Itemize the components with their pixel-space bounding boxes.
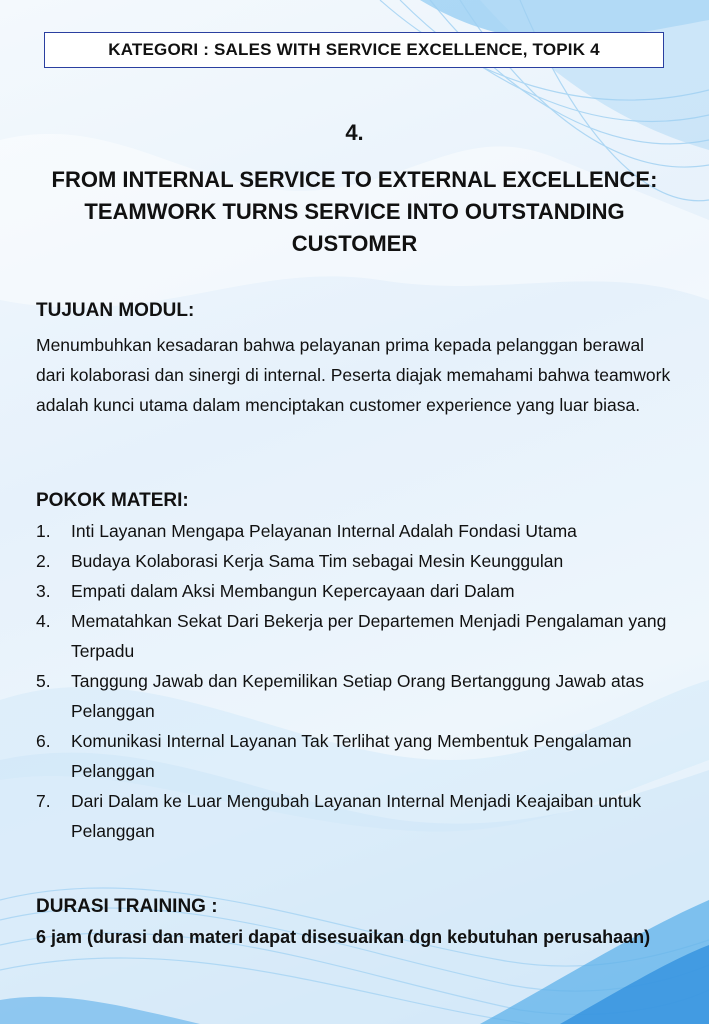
list-item-text: Komunikasi Internal Layanan Tak Terlihat yang Membentuk Pengalaman Pelanggan: [71, 731, 632, 781]
category-header: [44, 32, 664, 68]
duration-heading: DURASI TRAINING :: [36, 896, 218, 917]
list-item-text: Dari Dalam ke Luar Mengubah Layanan Internal Menjadi Keajaiban untuk Pelanggan: [71, 791, 642, 841]
page-title: FROM INTERNAL SERVICE TO EXTERNAL EXCELLENCE: TEAMWORK TURNS SERVICE INTO OUTSTANDING CUSTOMER: [51, 167, 658, 256]
list-item: [36, 516, 676, 546]
list-item-text: Mematahkan Sekat Dari Bekerja per Departemen Menjadi Pengalaman yang Terpadu: [71, 611, 667, 661]
duration-text: 6 jam (durasi dan materi dapat disesuaikan dgn kebutuhan perusahaan): [36, 927, 651, 947]
list-item-number: 4.: [36, 611, 51, 631]
topic-number: 4.: [345, 120, 364, 145]
list-item-number: 7.: [36, 791, 51, 811]
list-item: [36, 546, 676, 576]
list-item-number: 2.: [36, 551, 51, 571]
list-item-text: Inti Layanan Mengapa Pelayanan Internal Adalah Fondasi Utama: [71, 521, 577, 541]
objective-text: Menumbuhkan kesadaran bahwa pelayanan prima kepada pelanggan berawal dari kolaborasi dan sinergi di internal. Peserta diajak memahami bahwa teamwork adalah kunci utama dalam menciptakan customer experience yang luar biasa.: [36, 335, 671, 415]
materials-list: [36, 516, 676, 846]
list-item-text: Empati dalam Aksi Membangun Kepercayaan dari Dalam: [71, 581, 515, 601]
list-item: [36, 606, 676, 666]
list-item-number: 5.: [36, 671, 51, 691]
list-item: [36, 726, 676, 786]
list-item: [36, 576, 676, 606]
list-item-number: 3.: [36, 581, 51, 601]
list-item-number: 1.: [36, 521, 51, 541]
list-item: [36, 786, 676, 846]
objective-heading: TUJUAN MODUL:: [36, 300, 195, 321]
list-item-text: Budaya Kolaborasi Kerja Sama Tim sebagai Mesin Keunggulan: [71, 551, 564, 571]
list-item: [36, 666, 676, 726]
materials-heading: POKOK MATERI:: [36, 490, 189, 511]
list-item-number: 6.: [36, 731, 51, 751]
category-label: KATEGORI : SALES WITH SERVICE EXCELLENCE, TOPIK 4: [108, 40, 600, 59]
list-item-text: Tanggung Jawab dan Kepemilikan Setiap Orang Bertanggung Jawab atas Pelanggan: [71, 671, 645, 721]
